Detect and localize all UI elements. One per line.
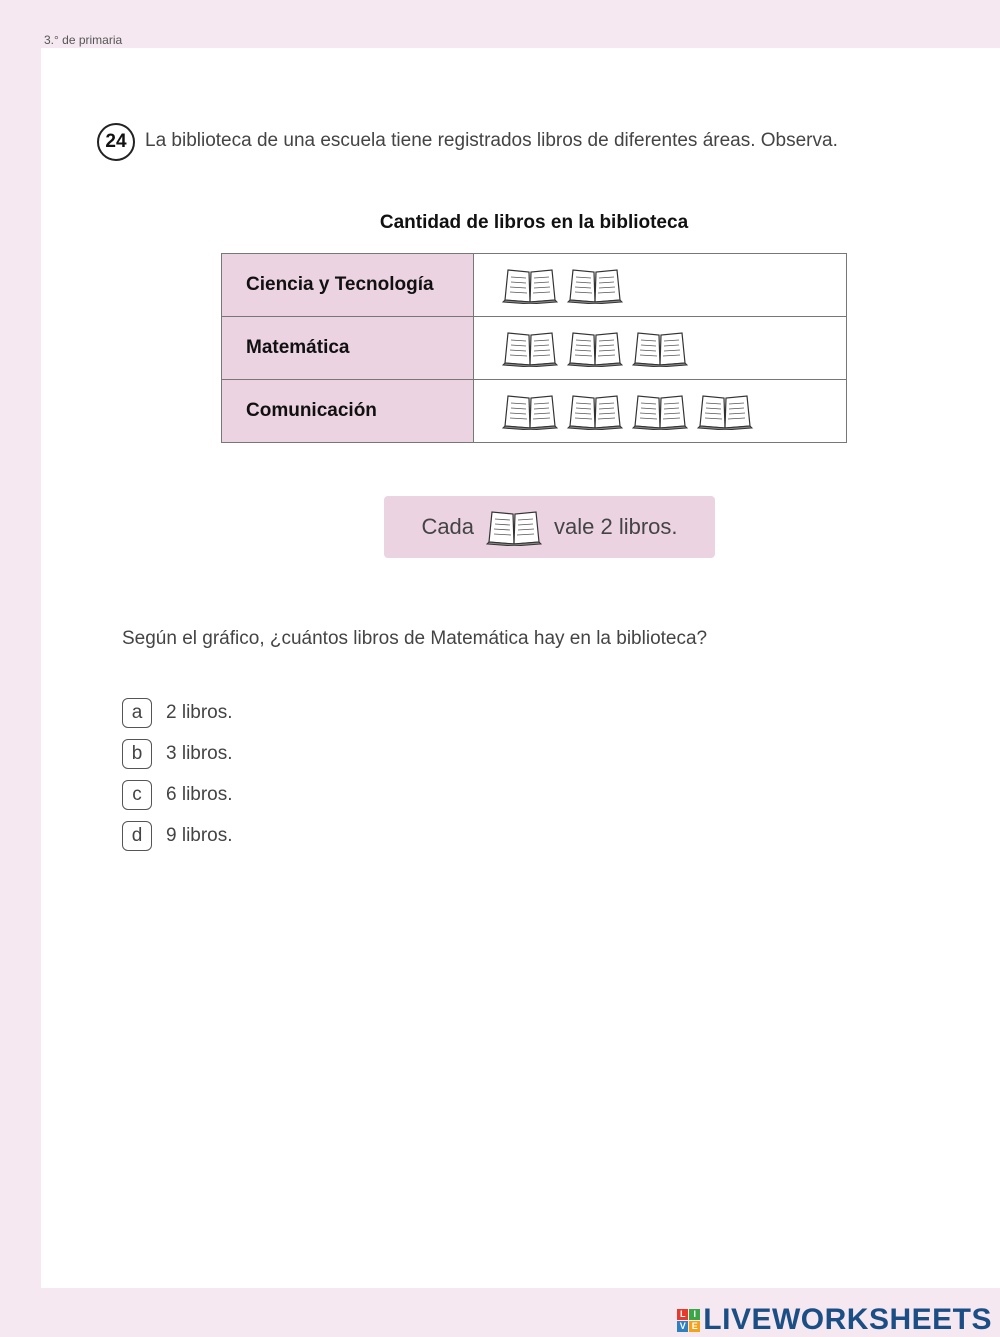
book-icons — [474, 317, 847, 380]
option-letter[interactable]: b — [122, 739, 152, 769]
question-intro: La biblioteca de una escuela tiene registrados libros de diferentes áreas. Observa. — [145, 130, 838, 151]
table-title: Cantidad de libros en la biblioteca — [379, 212, 689, 233]
option-text: 6 libros. — [166, 784, 233, 805]
category-label: Matemática — [222, 317, 474, 380]
brand-name: LIVEWORKSHEETS — [703, 1303, 992, 1336]
liveworksheets-logo-icon: L I V E — [677, 1309, 700, 1332]
option-text: 2 libros. — [166, 702, 233, 723]
legend-prefix: Cada — [421, 514, 475, 539]
category-label: Comunicación — [222, 380, 474, 443]
book-icon — [502, 266, 558, 304]
option-b[interactable] — [122, 738, 233, 770]
category-label: Ciencia y Tecnología — [222, 254, 474, 317]
legend-suffix: vale 2 libros. — [554, 514, 678, 539]
worksheet-page — [41, 48, 1000, 1288]
book-icons — [474, 254, 847, 317]
option-a[interactable] — [122, 697, 233, 729]
grade-label: 3.° de primaria — [44, 33, 123, 47]
book-icon — [567, 392, 623, 430]
legend-box — [384, 496, 715, 558]
question-prompt: Según el gráfico, ¿cuántos libros de Matemática hay en la biblioteca? — [122, 628, 708, 649]
book-icon — [567, 266, 623, 304]
book-icon — [502, 329, 558, 367]
question-number: 24 — [97, 123, 135, 161]
option-d[interactable] — [122, 820, 233, 852]
book-icons — [474, 380, 847, 443]
option-text: 9 libros. — [166, 825, 233, 846]
option-c[interactable] — [122, 779, 233, 811]
liveworksheets-brand — [677, 1303, 992, 1337]
book-icon — [486, 508, 542, 546]
table-row — [222, 317, 847, 380]
table-row — [222, 380, 847, 443]
option-letter[interactable]: c — [122, 780, 152, 810]
book-icon — [697, 392, 753, 430]
pictogram-table — [221, 253, 847, 443]
book-icon — [567, 329, 623, 367]
book-icon — [632, 392, 688, 430]
table-row — [222, 254, 847, 317]
book-icon — [632, 329, 688, 367]
option-letter[interactable]: a — [122, 698, 152, 728]
option-letter[interactable]: d — [122, 821, 152, 851]
book-icon — [502, 392, 558, 430]
option-text: 3 libros. — [166, 743, 233, 764]
